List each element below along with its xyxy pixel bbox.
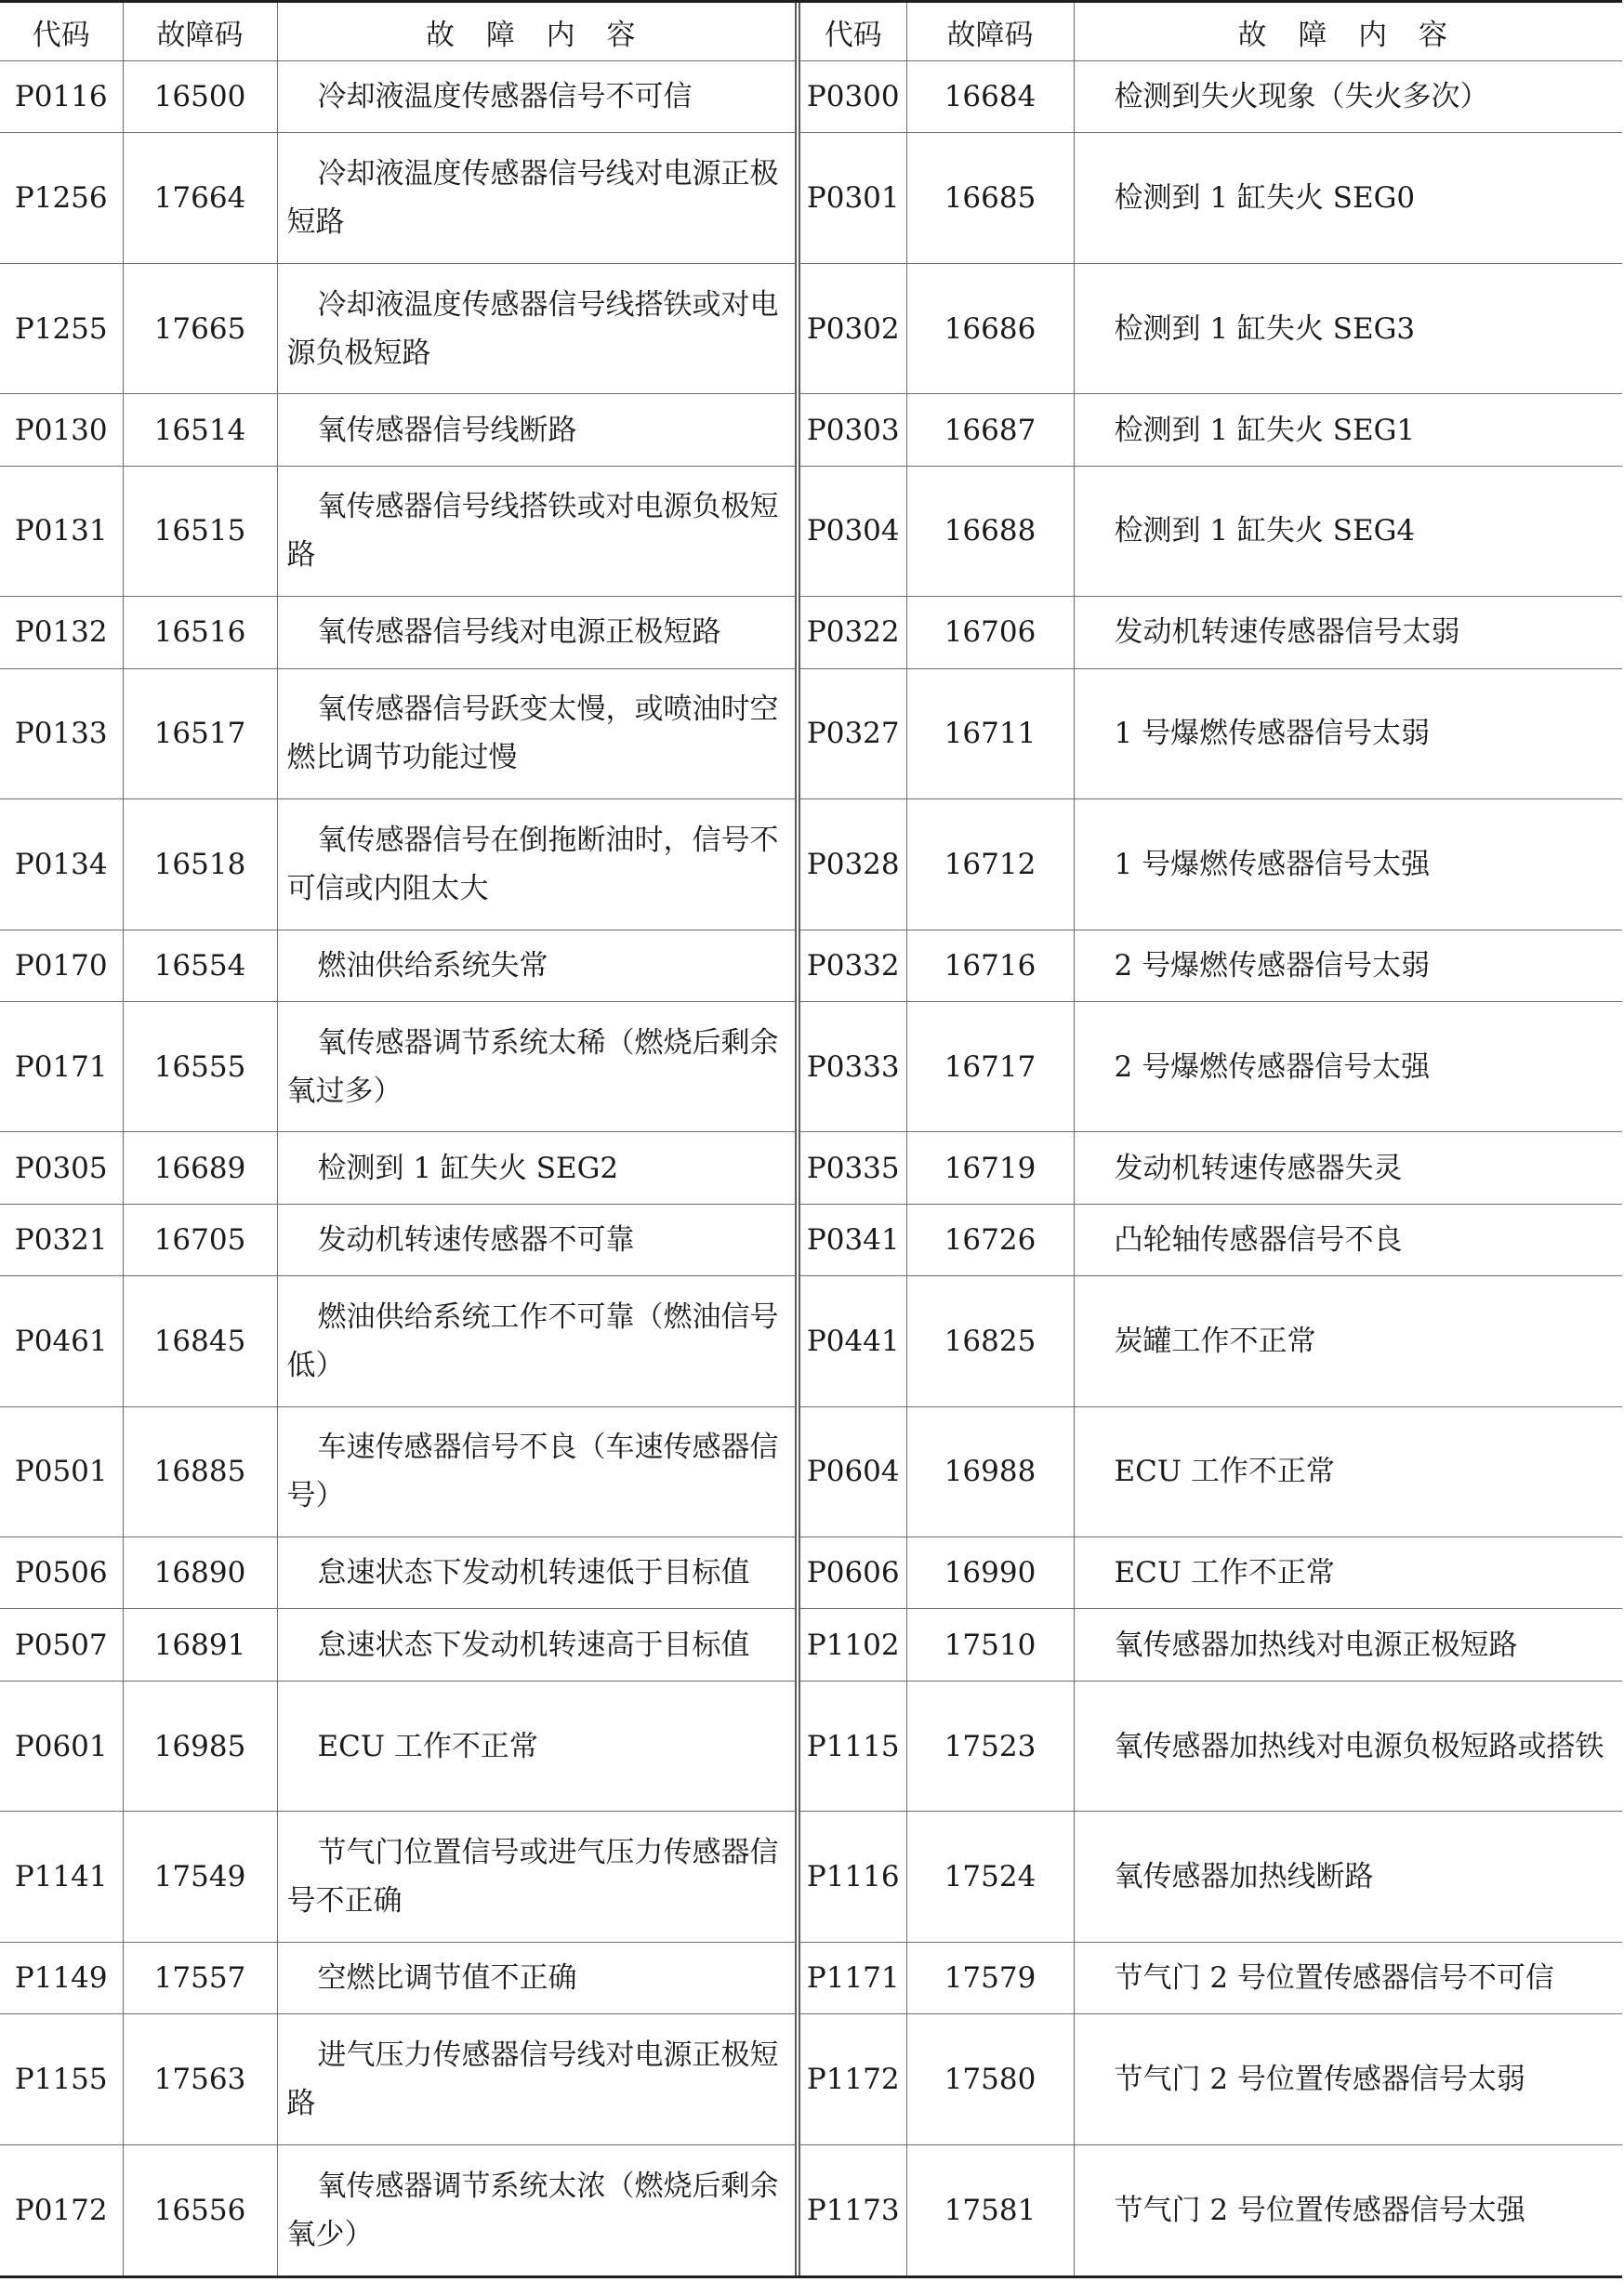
- fault-code-cell-right: 17579: [906, 1942, 1074, 2013]
- table-row: [0, 1276, 1622, 1407]
- code-cell-left: P0172: [0, 2144, 123, 2275]
- fault-content-cell-right: 1 号爆燃传感器信号太弱: [1074, 668, 1622, 799]
- fault-content-cell-left: 冷却液温度传感器信号线对电源正极短路: [277, 133, 798, 264]
- code-cell-left: P1256: [0, 133, 123, 264]
- fault-code-table: [0, 3, 1622, 2275]
- fault-code-cell-left: 16517: [123, 668, 277, 799]
- fault-content-cell-right: 发动机转速传感器信号太弱: [1074, 597, 1622, 668]
- code-cell-right: P1171: [798, 1942, 906, 2013]
- table-row: [0, 668, 1622, 799]
- header-content-right: 故 障 内 容: [1074, 3, 1622, 61]
- table-header-row: [0, 3, 1622, 61]
- fault-code-cell-left: 16554: [123, 930, 277, 1001]
- fault-content-cell-right: 2 号爆燃传感器信号太弱: [1074, 930, 1622, 1001]
- code-cell-right: P0301: [798, 133, 906, 264]
- fault-content-cell-left: 车速传感器信号不良（车速传感器信号）: [277, 1406, 798, 1537]
- fault-code-cell-right: 16719: [906, 1132, 1074, 1204]
- header-code-right: 代码: [798, 3, 906, 61]
- fault-code-cell-left: 16500: [123, 61, 277, 133]
- fault-content-cell-right: 2 号爆燃传感器信号太强: [1074, 1001, 1622, 1132]
- table-row: [0, 1132, 1622, 1204]
- table-row: [0, 2014, 1622, 2145]
- code-cell-left: P0170: [0, 930, 123, 1001]
- code-cell-left: P0506: [0, 1537, 123, 1609]
- table-row: [0, 1204, 1622, 1275]
- fault-content-cell-right: 检测到 1 缸失火 SEG1: [1074, 394, 1622, 466]
- code-cell-right: P1173: [798, 2144, 906, 2275]
- fault-code-cell-right: 16716: [906, 930, 1074, 1001]
- fault-code-cell-left: 16556: [123, 2144, 277, 2275]
- fault-content-cell-right: 发动机转速传感器失灵: [1074, 1132, 1622, 1204]
- fault-content-cell-left: 氧传感器信号线搭铁或对电源负极短路: [277, 466, 798, 597]
- fault-content-cell-left: 怠速状态下发动机转速高于目标值: [277, 1609, 798, 1681]
- header-fault-code-left: 故障码: [123, 3, 277, 61]
- code-cell-right: P0304: [798, 466, 906, 597]
- fault-code-cell-right: 16687: [906, 394, 1074, 466]
- fault-code-cell-right: 16717: [906, 1001, 1074, 1132]
- table-row: [0, 1942, 1622, 2013]
- fault-code-cell-left: 17665: [123, 263, 277, 394]
- fault-code-cell-right: 17524: [906, 1812, 1074, 1943]
- code-cell-left: P0133: [0, 668, 123, 799]
- fault-content-cell-right: 1 号爆燃传感器信号太强: [1074, 799, 1622, 930]
- table-row: [0, 1609, 1622, 1681]
- code-cell-right: P0332: [798, 930, 906, 1001]
- code-cell-left: P0132: [0, 597, 123, 668]
- code-cell-right: P0606: [798, 1537, 906, 1609]
- fault-content-cell-right: 炭罐工作不正常: [1074, 1276, 1622, 1407]
- fault-code-cell-right: 16990: [906, 1537, 1074, 1609]
- table-row: [0, 466, 1622, 597]
- fault-content-cell-left: 氧传感器信号在倒拖断油时，信号不可信或内阻太大: [277, 799, 798, 930]
- code-cell-left: P1141: [0, 1812, 123, 1943]
- fault-code-cell-left: 16885: [123, 1406, 277, 1537]
- header-fault-code-right: 故障码: [906, 3, 1074, 61]
- code-cell-left: P0131: [0, 466, 123, 597]
- fault-code-cell-right: 16726: [906, 1204, 1074, 1275]
- code-cell-left: P0171: [0, 1001, 123, 1132]
- fault-code-cell-left: 16515: [123, 466, 277, 597]
- code-cell-right: P0333: [798, 1001, 906, 1132]
- code-cell-right: P0341: [798, 1204, 906, 1275]
- code-cell-left: P0501: [0, 1406, 123, 1537]
- code-cell-right: P1172: [798, 2014, 906, 2145]
- fault-code-cell-left: 16705: [123, 1204, 277, 1275]
- fault-code-cell-right: 17523: [906, 1681, 1074, 1812]
- code-cell-left: P1155: [0, 2014, 123, 2145]
- code-cell-left: P0134: [0, 799, 123, 930]
- fault-content-cell-right: 节气门 2 号位置传感器信号太弱: [1074, 2014, 1622, 2145]
- fault-content-cell-right: 凸轮轴传感器信号不良: [1074, 1204, 1622, 1275]
- code-cell-right: P0300: [798, 61, 906, 133]
- fault-code-cell-left: 16689: [123, 1132, 277, 1204]
- code-cell-right: P0322: [798, 597, 906, 668]
- table-row: [0, 263, 1622, 394]
- fault-code-cell-right: 16686: [906, 263, 1074, 394]
- fault-code-cell-left: 17563: [123, 2014, 277, 2145]
- fault-content-cell-right: 氧传感器加热线对电源负极短路或搭铁: [1074, 1681, 1622, 1812]
- fault-content-cell-left: ECU 工作不正常: [277, 1681, 798, 1812]
- code-cell-right: P0327: [798, 668, 906, 799]
- fault-content-cell-left: 节气门位置信号或进气压力传感器信号不正确: [277, 1812, 798, 1943]
- code-cell-left: P1149: [0, 1942, 123, 2013]
- table-body: [0, 61, 1622, 2276]
- code-cell-right: P0303: [798, 394, 906, 466]
- fault-content-cell-left: 发动机转速传感器不可靠: [277, 1204, 798, 1275]
- fault-code-cell-left: 16516: [123, 597, 277, 668]
- fault-content-cell-right: 氧传感器加热线断路: [1074, 1812, 1622, 1943]
- fault-code-cell-right: 16988: [906, 1406, 1074, 1537]
- fault-code-cell-left: 17664: [123, 133, 277, 264]
- fault-code-cell-left: 16985: [123, 1681, 277, 1812]
- code-cell-left: P0507: [0, 1609, 123, 1681]
- fault-content-cell-right: 检测到 1 缸失火 SEG4: [1074, 466, 1622, 597]
- fault-content-cell-left: 燃油供给系统工作不可靠（燃油信号低）: [277, 1276, 798, 1407]
- code-cell-left: P0601: [0, 1681, 123, 1812]
- fault-code-cell-right: 16688: [906, 466, 1074, 597]
- fault-code-cell-left: 16891: [123, 1609, 277, 1681]
- fault-content-cell-left: 空燃比调节值不正确: [277, 1942, 798, 2013]
- code-cell-right: P0302: [798, 263, 906, 394]
- fault-content-cell-left: 氧传感器调节系统太稀（燃烧后剩余氧过多）: [277, 1001, 798, 1132]
- fault-code-cell-left: 16555: [123, 1001, 277, 1132]
- fault-code-cell-left: 16518: [123, 799, 277, 930]
- table-row: [0, 394, 1622, 466]
- table-row: [0, 1001, 1622, 1132]
- fault-content-cell-right: 节气门 2 号位置传感器信号太强: [1074, 2144, 1622, 2275]
- code-cell-left: P0461: [0, 1276, 123, 1407]
- fault-content-cell-right: 检测到 1 缸失火 SEG0: [1074, 133, 1622, 264]
- code-cell-right: P1102: [798, 1609, 906, 1681]
- fault-code-cell-right: 16711: [906, 668, 1074, 799]
- fault-content-cell-left: 氧传感器调节系统太浓（燃烧后剩余氧少）: [277, 2144, 798, 2275]
- fault-code-cell-right: 16706: [906, 597, 1074, 668]
- table-row: [0, 133, 1622, 264]
- code-cell-right: P0335: [798, 1132, 906, 1204]
- code-cell-left: P0305: [0, 1132, 123, 1204]
- fault-code-cell-right: 17510: [906, 1609, 1074, 1681]
- code-cell-right: P0604: [798, 1406, 906, 1537]
- code-cell-left: P1255: [0, 263, 123, 394]
- fault-content-cell-right: 氧传感器加热线对电源正极短路: [1074, 1609, 1622, 1681]
- fault-content-cell-left: 氧传感器信号跃变太慢，或喷油时空燃比调节功能过慢: [277, 668, 798, 799]
- table-row: [0, 597, 1622, 668]
- table-row: [0, 1406, 1622, 1537]
- header-code-left: 代码: [0, 3, 123, 61]
- fault-code-cell-right: 17581: [906, 2144, 1074, 2275]
- fault-code-cell-right: 16684: [906, 61, 1074, 133]
- fault-content-cell-left: 燃油供给系统失常: [277, 930, 798, 1001]
- fault-content-cell-left: 进气压力传感器信号线对电源正极短路: [277, 2014, 798, 2145]
- fault-content-cell-right: 检测到失火现象（失火多次）: [1074, 61, 1622, 133]
- code-cell-right: P0328: [798, 799, 906, 930]
- header-content-left: 故 障 内 容: [277, 3, 798, 61]
- table-row: [0, 1537, 1622, 1609]
- fault-code-cell-right: 16685: [906, 133, 1074, 264]
- table-row: [0, 1681, 1622, 1812]
- table-row: [0, 930, 1622, 1001]
- fault-code-cell-right: 16712: [906, 799, 1074, 930]
- table-row: [0, 2144, 1622, 2275]
- fault-content-cell-right: ECU 工作不正常: [1074, 1537, 1622, 1609]
- code-cell-left: P0130: [0, 394, 123, 466]
- table-row: [0, 61, 1622, 133]
- fault-content-cell-left: 氧传感器信号线对电源正极短路: [277, 597, 798, 668]
- fault-code-cell-left: 17549: [123, 1812, 277, 1943]
- fault-code-cell-left: 16845: [123, 1276, 277, 1407]
- fault-code-cell-left: 17557: [123, 1942, 277, 2013]
- fault-content-cell-right: 检测到 1 缸失火 SEG3: [1074, 263, 1622, 394]
- code-cell-right: P1116: [798, 1812, 906, 1943]
- table-row: [0, 799, 1622, 930]
- code-cell-right: P1115: [798, 1681, 906, 1812]
- code-cell-right: P0441: [798, 1276, 906, 1407]
- fault-code-cell-right: 16825: [906, 1276, 1074, 1407]
- code-cell-left: P0321: [0, 1204, 123, 1275]
- fault-content-cell-left: 氧传感器信号线断路: [277, 394, 798, 466]
- code-cell-left: P0116: [0, 61, 123, 133]
- fault-content-cell-left: 怠速状态下发动机转速低于目标值: [277, 1537, 798, 1609]
- fault-code-cell-left: 16514: [123, 394, 277, 466]
- fault-code-cell-right: 17580: [906, 2014, 1074, 2145]
- table-row: [0, 1812, 1622, 1943]
- fault-content-cell-right: ECU 工作不正常: [1074, 1406, 1622, 1537]
- fault-content-cell-left: 检测到 1 缸失火 SEG2: [277, 1132, 798, 1204]
- fault-content-cell-left: 冷却液温度传感器信号线搭铁或对电源负极短路: [277, 263, 798, 394]
- fault-content-cell-left: 冷却液温度传感器信号不可信: [277, 61, 798, 133]
- fault-content-cell-right: 节气门 2 号位置传感器信号不可信: [1074, 1942, 1622, 2013]
- fault-code-cell-left: 16890: [123, 1537, 277, 1609]
